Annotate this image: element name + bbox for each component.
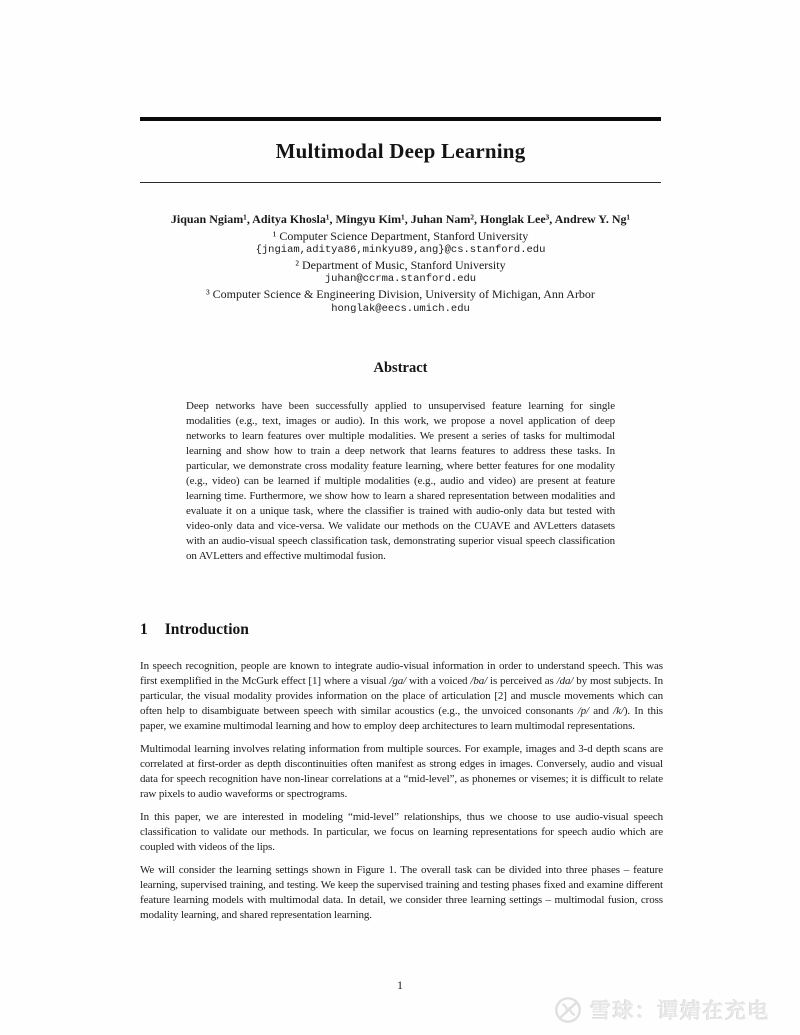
email-line-3: honglak@eecs.umich.edu — [331, 302, 470, 315]
section-1-heading — [140, 621, 249, 639]
author-block — [110, 212, 691, 316]
watermark — [553, 995, 770, 1025]
authors-line: Jiquan Ngiam¹, Aditya Khosla¹, Mingyu Kim¹, Juhan Nam², Honglak Lee³, Andrew Y. Ng¹ — [170, 212, 631, 226]
intro-paragraph-3: In this paper, we are interested in modeling “mid-level” relationships, thus we choose to use audio-visual speech classification to validate our methods. In particular, we focus on learning representations for speech audio which are coupled with videos of the lips. — [140, 811, 663, 853]
intro-paragraph-2: Multimodal learning involves relating information from multiple sources. For example, images and 3-d depth scans are correlated at first-order as depth discontinuities often manifest as strong edges in images. Conversely, audio and visual data for speech recognition have non-linear correlations at a “mid-level”, as phonemes or visemes; it is difficult to relate raw pixels to audio waveforms or spectrograms. — [140, 743, 663, 800]
paper-title: Multimodal Deep Learning — [275, 139, 526, 163]
abstract-text: Deep networks have been successfully applied to unsupervised feature learning for single modalities (e.g., text, images or audio). In this work, we propose a novel application of deep networks to learn features over multiple modalities. We present a series of tasks for multimodal learning and show how to train a deep network that learns features to address these tasks. In particular, we demonstrate cross modality feature learning, where better features for one modality (e.g., video) can be learned if multiple modalities (e.g., audio and video) are present at feature learning time. Furthermore, we show how to learn a shared representation between modalities and evaluate it on a unique task, where the classifier is trained with audio-only data but tested with video-only data and vice-versa. We validate our methods on the CUAVE and AVLetters datasets with an audio-visual speech classification task, demonstrating superior visual speech classification on AVLetters and effective multimodal fusion. — [186, 400, 615, 562]
xueqiu-snowball-logo-icon — [553, 995, 583, 1025]
introduction-body — [140, 659, 663, 931]
email-line-1: {jngiam,aditya86,minkyu89,ang}@cs.stanford.edu — [255, 244, 546, 257]
affiliation-line-2: ² Department of Music, Stanford University — [295, 257, 506, 272]
affiliation-line-3: ³ Computer Science & Engineering Division, University of Michigan, Ann Arbor — [206, 286, 595, 301]
watermark-text: 雪球：谭婧在充电 — [590, 999, 770, 1023]
title-rule-top — [140, 117, 661, 121]
section-number: 1 — [140, 621, 148, 638]
affiliation-line-1: ¹ Computer Science Department, Stanford University — [272, 228, 529, 243]
page-number: 1 — [397, 978, 403, 992]
intro-paragraph-4: We will consider the learning settings shown in Figure 1. The overall task can be divided into three phases – feature learning, supervised training, and testing. We keep the supervised training and testing phases fixed and examine different feature learning models with multimodal data. In detail, we consider three learning settings – multimodal fusion, cross modality learning, and shared representation learning. — [140, 864, 663, 921]
title-rule-bottom — [140, 182, 661, 183]
email-line-2: juhan@ccrma.stanford.edu — [324, 273, 477, 286]
intro-paragraph-1: In speech recognition, people are known to integrate audio-visual information in order to understand speech. This was first exemplified in the McGurk effect [1] where a visual /ga/ with a voiced /ba/ is perceived as /da/ by most subjects. In particular, the visual modality provides information on the place of articulation [2] and muscle movements which can often help to disambiguate between speech with similar acoustics (e.g., the unvoiced consonants /p/ and /k/). In this paper, we examine multimodal learning and how to employ deep architectures to learn multimodal representations. — [140, 660, 663, 732]
abstract-heading: Abstract — [373, 360, 428, 376]
section-title: Introduction — [164, 621, 249, 638]
